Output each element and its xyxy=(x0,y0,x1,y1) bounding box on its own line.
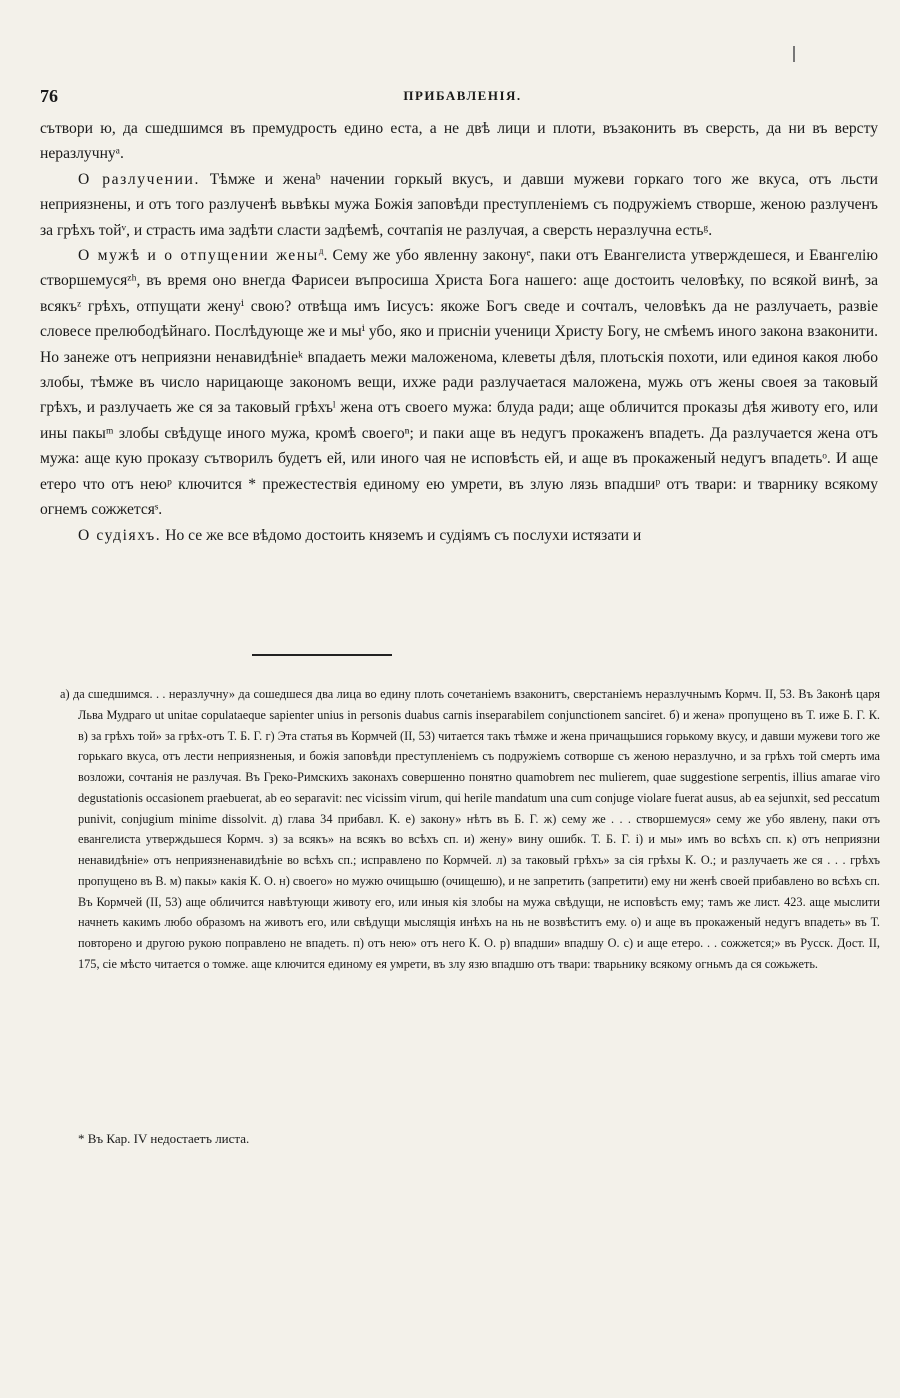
paragraph-4 xyxy=(40,523,878,548)
margin-mark xyxy=(793,46,795,62)
paragraph-3-text: . Сему же убо явленну законуᵉ, паки отъ Евангелиста утверждешеся, и Евангелію створшемусяᶻʰ, въ время оно внегда Фарисеи въпросиша Христа Бога нашего: аще достоить человѣку, по всякой винѣ, за всякъᶻ грѣхъ, отпущати женуⁱ свою? отвѣща имъ Іисусъ: якоже Богъ сведе и сочталъ, человѣкъ да не разлучаеть, развіе словесе прелюбодѣйнаго. Послѣдующе же и мыⁱ убо, яко и присніи ученици Христу Богу, не смѣемъ иного закона взаконити. Но занеже отъ неприязни ненавидѣніеᵏ впадаеть межи маложеномa, клеветы дѣля, плотьскія похоти, или единоя какоя любо злобы, тѣмже въ число нарицающе закономъ вещи, ихже ради разлучаетася маложена, мужь отъ жены своея за таковый грѣхъ, и разлучаеть же ся за таковый грѣхъˡ жена отъ своего мужа: блуда ради; аще обличится проказы дѣя животу его, или ины пакыᵐ злобы свѣдуще иного мужа, кромѣ своегоⁿ; и паки аще въ недугъ прокаженъ впадеть. Да разлучается жена отъ мужа: аще кую проказу сътворилъ будетъ ей, или иного чая не исповѣсть ей, и аще въ прокаженый недугъ впадетьᵒ. И аще етеро что отъ неюᵖ ключится * прежестествія единому ею умрети, въ злую лязь впадшиᵖ отъ твари: и тварнику всякому огнемъ сожжетсяˢ. xyxy=(40,247,879,519)
running-title: ПРИБАВЛЕНІЯ. xyxy=(403,88,522,103)
paragraph-2-heading: О разлучении. xyxy=(78,170,200,188)
star-footnote: * Въ Кар. IV недостаетъ листа. xyxy=(78,1131,250,1146)
page-header xyxy=(40,86,885,110)
paragraph-2 xyxy=(40,167,878,243)
main-text xyxy=(40,116,878,548)
page-number: 76 xyxy=(40,86,58,106)
paragraph-2-text: Тѣмже и женаᵇ начении горкый вкусъ, и давши мужеви горкаго того же вкуса, отъ льсти неприязнены, и отъ того разлученѣ вьвѣкы мужа Божія заповѣди преступленіемъ съ подружіемъ створше, женою разлученъ за грѣхъ тойᵛ, и страсть има задѣти сласти задѣемѣ, сочтапія не разлучая, а сверсть неразлучна естьᵍ. xyxy=(40,170,878,239)
paragraph-3 xyxy=(40,243,878,522)
footnote-divider xyxy=(252,654,392,656)
footnote-entry: а) да сшедшимся. . . неразлучну» да сошедшеся два лица во едину плоть сочетаніемъ взаконитъ, сверстаніемъ неразлучнымъ Кормч. II, 53. Въ Законѣ царя Льва Мудраго ut unitae copulataeque sapienter unius in personis duabus carnis inseparabilem conjunctionem sanciret. б) и жена» пропущено въ Т. иже Б. Г. К. в) за грѣхъ той» за грѣх-отъ Т. Б. Г. г) Эта статья въ Кормчей (II, 53) читается такъ тѣмже и жена причащьшися горькому вкусу, и давши мужеви того же горькаго вкуса, отъ лести неприязненыя, и божія заповѣди преступленіемъ съ подружіемъ сотворше съ женою неразлучно, и за грѣхъ той смерть има возложи, сочтанія не разлучая. Въ Греко-Римскихъ законахъ совершенно понятно quamobrem nec mulierem, quae suggestione serpentis, illius amarae viro degustationis occasionem praebuerat, ab eo separavit: nec vicissim virum, qui herile mandatum una cum conjuge violare fuerat ausus, ab ea sejunxit, sed peccatum punivit, conjugium minime dissolvit. д) глава 34 прибавл. К. е) закону» нѣтъ въ Б. Г. ж) сему же . . . створшемуся» сему же убо явлену, паки отъ евангелиста утверждьшеся Кормч. з) за всякъ» на всякъ во всѣхъ сп. и) жену» вину ошибк. Т. Б. Г. і) и мы» имъ во всѣхъ сп. к) отъ неприязни ненавидѣніе» отъ неприязненавидѣніе во всѣхъ сп.; исправлено по Кормчей. л) за таковый грѣхъ» за сія грѣхы К. О.; и разлучаеть же ся . . . грѣхъ пропущено въ В. м) пакы» какія К. О. н) своего» но мужю очищьшю (очищешю), и не запретить (запретити) ему ни женѣ своей прибавлено во всѣхъ сп. Въ Кормчей (II, 53) аще обличится навѣтующи животу его, или иныя кія злобы на мужа свѣдущи, не исповѣсть ему; тамъ же лист. 423. аще мыслити начнеть какимъ любо образомъ на животъ его, или свѣдущи мыслящія инѣхъ на нь не возвѣститъ ему. о) и аще въ прокаженый недугъ впадеть» въ Т. повторено и другою рукою поправлено не впадеть. п) отъ нею» отъ него К. О. р) впадши» впадшу О. с) и аще етеро. . . сожжется;» въ Русск. Дост. II, 175, сіе мѣсто читается о томже. аще ключится единому ея умрети, въ злу язю впадшю отъ твари: тварьнику всякому огньмъ да ся сожьжеть. xyxy=(60,687,880,971)
footnote-ref-d: д xyxy=(318,245,324,256)
paragraph-4-heading: О судіяхъ. xyxy=(78,526,162,544)
paragraph-4-text: Но се же все вѣдомо достоить княземъ и судіямъ съ послухи истязати и xyxy=(165,526,642,544)
paragraph-1: сътвори ю, да сшедшимся въ премудрость едино еста, а не двѣ лици и плоти, възаконить въ сверсть, да ни въ версту неразлучнуᵃ. xyxy=(40,120,878,163)
footnotes-block xyxy=(60,684,880,975)
paragraph-3-heading: О мужѣ и о отпущении жены xyxy=(78,247,319,265)
